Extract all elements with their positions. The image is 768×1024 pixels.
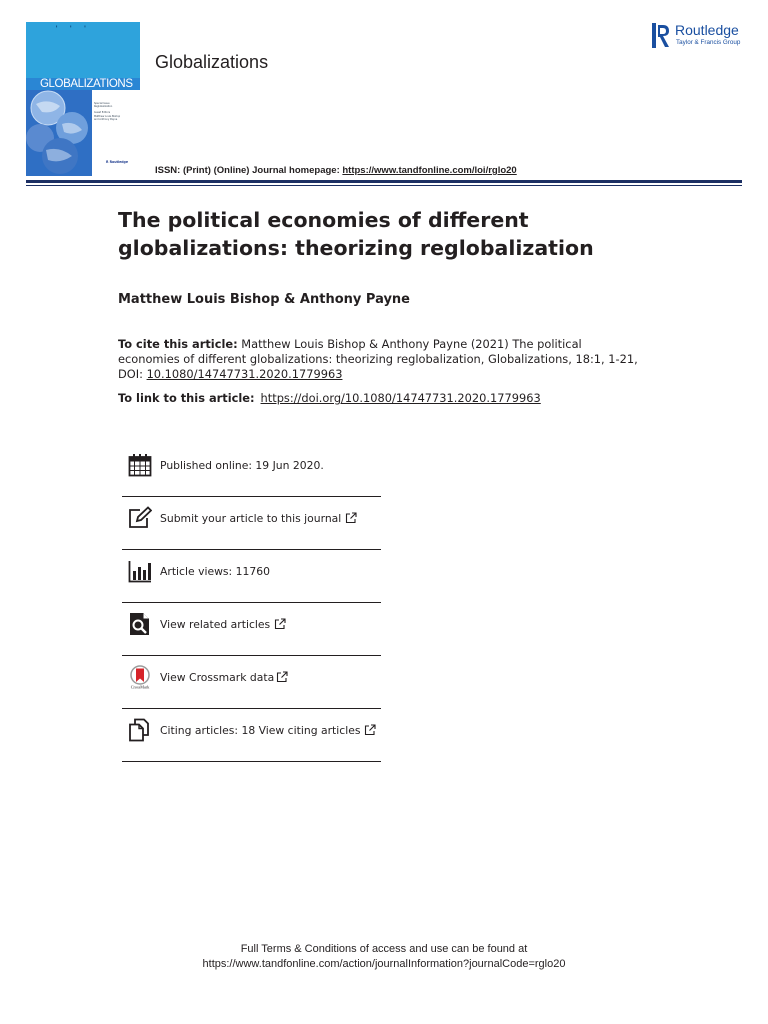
routledge-r-icon	[652, 23, 670, 48]
cite-text: Matthew Louis Bishop & Anthony Payne (2021) The political economies of different globalizations: theorizing reglobalization, Globalizations, 18:1, 1-21, DOI:	[118, 337, 638, 381]
cover-text: Special Issue Reglobalization Guest Editors Matthew Louis Bishop and Anthony Payne	[94, 102, 121, 121]
citing-articles-row[interactable]	[122, 709, 381, 762]
search-document-icon	[128, 612, 152, 636]
submit-article-row[interactable]	[122, 497, 381, 550]
edit-icon	[128, 506, 152, 530]
cite-doi-link[interactable]: 10.1080/14747731.2020.1779963	[146, 367, 343, 381]
terms-text: Full Terms & Conditions of access and use can be found at	[240, 943, 528, 955]
bar-chart-icon	[128, 559, 152, 583]
terms-footer	[0, 942, 768, 972]
cover-publisher-logo: R Routledge	[106, 160, 128, 164]
header-rule-thin	[26, 185, 742, 186]
journal-homepage-link[interactable]: https://www.tandfonline.com/loi/rglo20	[342, 165, 517, 176]
published-online-row	[122, 444, 381, 497]
citing-articles-link[interactable]: Citing articles: 18 View citing articles	[160, 724, 376, 737]
calendar-icon	[128, 453, 152, 477]
article-info-list	[122, 444, 381, 762]
cover-top-band	[26, 22, 140, 78]
crossmark-row[interactable]	[122, 656, 381, 709]
submit-article-link[interactable]: Submit your article to this journal	[160, 512, 357, 525]
external-link-icon	[274, 618, 286, 630]
issn-text: ISSN: (Print) (Online) Journal homepage:	[155, 165, 343, 176]
citation-block	[118, 337, 638, 382]
article-title: The political economies of different globalizations: theorizing reglobalization	[118, 208, 594, 260]
header-rule	[26, 180, 742, 183]
article-link-line	[118, 391, 541, 405]
link-label: To link to this article:	[118, 391, 255, 405]
crossmark-link[interactable]: View Crossmark data	[160, 671, 288, 684]
external-link-icon	[364, 724, 376, 736]
journal-name: Globalizations	[155, 52, 269, 72]
external-link-icon	[345, 512, 357, 524]
citing-icon	[128, 718, 152, 742]
article-authors: Matthew Louis Bishop & Anthony Payne	[118, 292, 410, 307]
related-articles-link[interactable]: View related articles	[160, 618, 286, 631]
cover-title: GLOBALIZATIONS	[40, 78, 133, 90]
article-views-row	[122, 550, 381, 603]
globe-illustration-icon	[26, 90, 92, 176]
routledge-logo[interactable]	[652, 22, 747, 50]
issn-line	[155, 165, 517, 176]
related-articles-row[interactable]	[122, 603, 381, 656]
article-views-label: Article views: 11760	[160, 565, 270, 578]
cover-issue-ticks: ▮ ▮ ▮	[56, 25, 92, 28]
publisher-group: Taylor & Francis Group	[676, 39, 741, 46]
article-doi-link[interactable]: https://doi.org/10.1080/14747731.2020.1779963	[260, 391, 541, 405]
crossmark-icon	[128, 665, 152, 689]
cite-label: To cite this article:	[118, 337, 238, 351]
crossmark-badge-label: CrossMark	[130, 684, 150, 689]
external-link-icon	[276, 671, 288, 683]
journal-cover-image	[26, 22, 140, 176]
routledge-name: Routledge	[675, 22, 739, 38]
terms-link[interactable]: https://www.tandfonline.com/action/journalInformation?journalCode=rglo20	[202, 958, 566, 970]
published-online-label: Published online: 19 Jun 2020.	[160, 459, 324, 472]
